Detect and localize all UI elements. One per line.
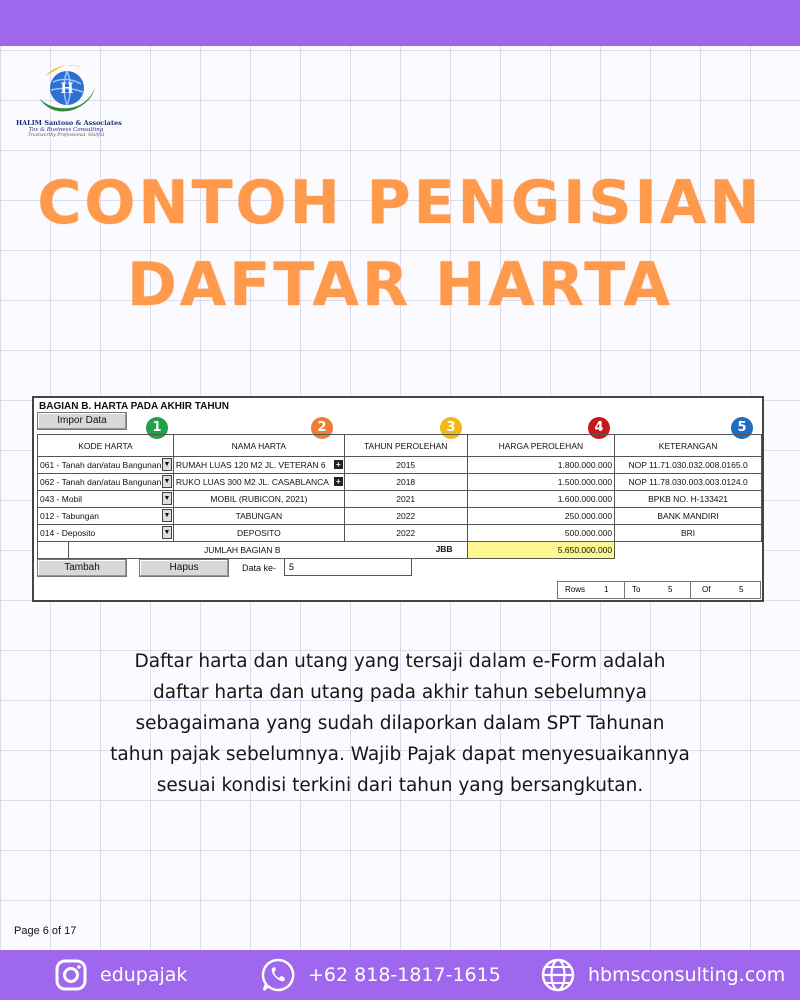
company-logo	[16, 58, 122, 150]
nama-cell[interactable]: MOBIL (RUBICON, 2021)	[173, 491, 344, 508]
description-line: sebagaimana yang sudah dilaporkan dalam SPT Tahunan	[135, 713, 665, 734]
tahun-cell[interactable]: 2015	[344, 457, 467, 474]
pager-rows-value: 1	[604, 585, 609, 594]
website-contact[interactable]	[540, 950, 785, 1000]
harga-cell[interactable]: 250.000.000	[467, 508, 615, 525]
table-row[interactable]	[38, 474, 762, 491]
nama-value: RUMAH LUAS 120 M2 JL. VETERAN 6	[175, 460, 326, 470]
globe-icon	[540, 957, 576, 993]
whatsapp-icon	[260, 957, 296, 993]
table-row[interactable]	[38, 525, 762, 542]
description-line: sesuai kondisi terkini dari tahun yang bersangkutan.	[156, 775, 644, 796]
pager	[557, 581, 761, 599]
keterangan-cell[interactable]: NOP 11.78.030.003.003.0124.0	[615, 474, 762, 491]
total-row	[38, 542, 762, 559]
harga-cell[interactable]: 500.000.000	[467, 525, 615, 542]
nama-value: RUKO LUAS 300 M2 JL. CASABLANCA	[175, 477, 329, 487]
data-ke-label: Data ke-	[242, 563, 277, 573]
instagram-contact[interactable]	[54, 950, 187, 1000]
description-text	[60, 646, 740, 801]
tahun-cell[interactable]: 2018	[344, 474, 467, 491]
kode-select[interactable]	[38, 525, 174, 542]
globe-logo-icon	[31, 58, 101, 118]
tambah-button[interactable]: Tambah	[37, 559, 127, 577]
pager-to-value: 5	[668, 585, 673, 594]
title-line-1: CONTOH PENGISIAN	[37, 168, 763, 238]
website-url: hbmsconsulting.com	[588, 964, 786, 986]
keterangan-cell[interactable]: NOP 11.71.030.032.008.0165.0	[615, 457, 762, 474]
instagram-icon	[54, 958, 88, 992]
nama-cell[interactable]	[173, 474, 344, 491]
kode-value: 012 - Tabungan	[40, 511, 99, 521]
description-line: tahun pajak sebelumnya. Wajib Pajak dapat menyesuaikannya	[110, 744, 690, 765]
kode-select[interactable]	[38, 457, 174, 474]
harta-form	[32, 396, 764, 602]
column-header: TAHUN PEROLEHAN	[344, 435, 467, 457]
keterangan-cell[interactable]: BPKB NO. H-133421	[615, 491, 762, 508]
pager-of-label: Of	[702, 585, 711, 594]
logo-tagline: Trustworthy Professional, Skillful	[27, 133, 105, 138]
kode-select[interactable]	[38, 491, 174, 508]
nama-cell[interactable]: TABUNGAN	[173, 508, 344, 525]
impor-data-button[interactable]: Impor Data	[37, 412, 127, 430]
dropdown-arrow-icon[interactable]: ▼	[162, 475, 172, 488]
nama-cell[interactable]: DEPOSITO	[173, 525, 344, 542]
total-label: JUMLAH BAGIAN B	[204, 545, 281, 555]
phone-contact[interactable]	[260, 950, 501, 1000]
pager-of-value: 5	[739, 585, 744, 594]
dropdown-arrow-icon[interactable]: ▼	[162, 458, 172, 471]
plus-icon[interactable]: +	[334, 477, 343, 486]
marker-1: 1	[146, 417, 168, 439]
instagram-handle: edupajak	[100, 964, 188, 986]
table-row[interactable]	[38, 508, 762, 525]
kode-value: 014 - Deposito	[40, 528, 96, 538]
page-number: Page 6 of 17	[14, 925, 77, 937]
phone-number: +62 818-1817-1615	[308, 964, 501, 986]
title-line-2: DAFTAR HARTA	[127, 250, 673, 320]
table-row[interactable]	[38, 457, 762, 474]
total-code: JBB	[435, 544, 453, 554]
column-header: HARGA PEROLEHAN	[467, 435, 615, 457]
description-line: Daftar harta dan utang yang tersaji dalam e-Form adalah	[134, 651, 666, 672]
column-header: NAMA HARTA	[173, 435, 344, 457]
kode-select[interactable]	[38, 474, 174, 491]
dropdown-arrow-icon[interactable]: ▼	[162, 509, 172, 522]
logo-company-name: HALIM Santoso & Associates	[16, 119, 122, 127]
harta-table	[37, 434, 762, 559]
pager-to-label: To	[632, 585, 641, 594]
total-value: 5.650.000.000	[467, 542, 615, 559]
dropdown-arrow-icon[interactable]: ▼	[162, 526, 172, 539]
marker-2: 2	[311, 417, 333, 439]
table-header-row	[38, 435, 762, 457]
nama-cell[interactable]	[173, 457, 344, 474]
svg-text:H: H	[60, 81, 74, 97]
data-ke-input[interactable]: 5	[284, 558, 412, 576]
logo-division: Tax & Business Consulting	[28, 127, 104, 133]
dropdown-arrow-icon[interactable]: ▼	[162, 492, 172, 505]
description-line: daftar harta dan utang pada akhir tahun sebelumnya	[153, 682, 647, 703]
kode-select[interactable]	[38, 508, 174, 525]
kode-value: 062 - Tanah dan/atau Bangunan	[40, 477, 162, 487]
keterangan-cell[interactable]: BRI	[615, 525, 762, 542]
footer-bar	[0, 950, 800, 1000]
marker-4: 4	[588, 417, 610, 439]
plus-icon[interactable]: +	[334, 460, 343, 469]
kode-value: 061 - Tanah dan/atau Bangunan	[40, 460, 162, 470]
marker-3: 3	[440, 417, 462, 439]
keterangan-cell[interactable]: BANK MANDIRI	[615, 508, 762, 525]
marker-5: 5	[731, 417, 753, 439]
kode-value: 043 - Mobil	[40, 494, 83, 504]
pager-rows-label: Rows	[565, 585, 586, 594]
tahun-cell[interactable]: 2021	[344, 491, 467, 508]
top-banner	[0, 0, 800, 46]
table-row[interactable]	[38, 491, 762, 508]
harga-cell[interactable]: 1.500.000.000	[467, 474, 615, 491]
column-header: KETERANGAN	[615, 435, 762, 457]
form-section-title: BAGIAN B. HARTA PADA AKHIR TAHUN	[39, 401, 229, 412]
tahun-cell[interactable]: 2022	[344, 508, 467, 525]
hapus-button[interactable]: Hapus	[139, 559, 229, 577]
total-label-cell	[38, 542, 468, 559]
column-header: KODE HARTA	[38, 435, 174, 457]
harga-cell[interactable]: 1.600.000.000	[467, 491, 615, 508]
harga-cell[interactable]: 1.800.000.000	[467, 457, 615, 474]
tahun-cell[interactable]: 2022	[344, 525, 467, 542]
